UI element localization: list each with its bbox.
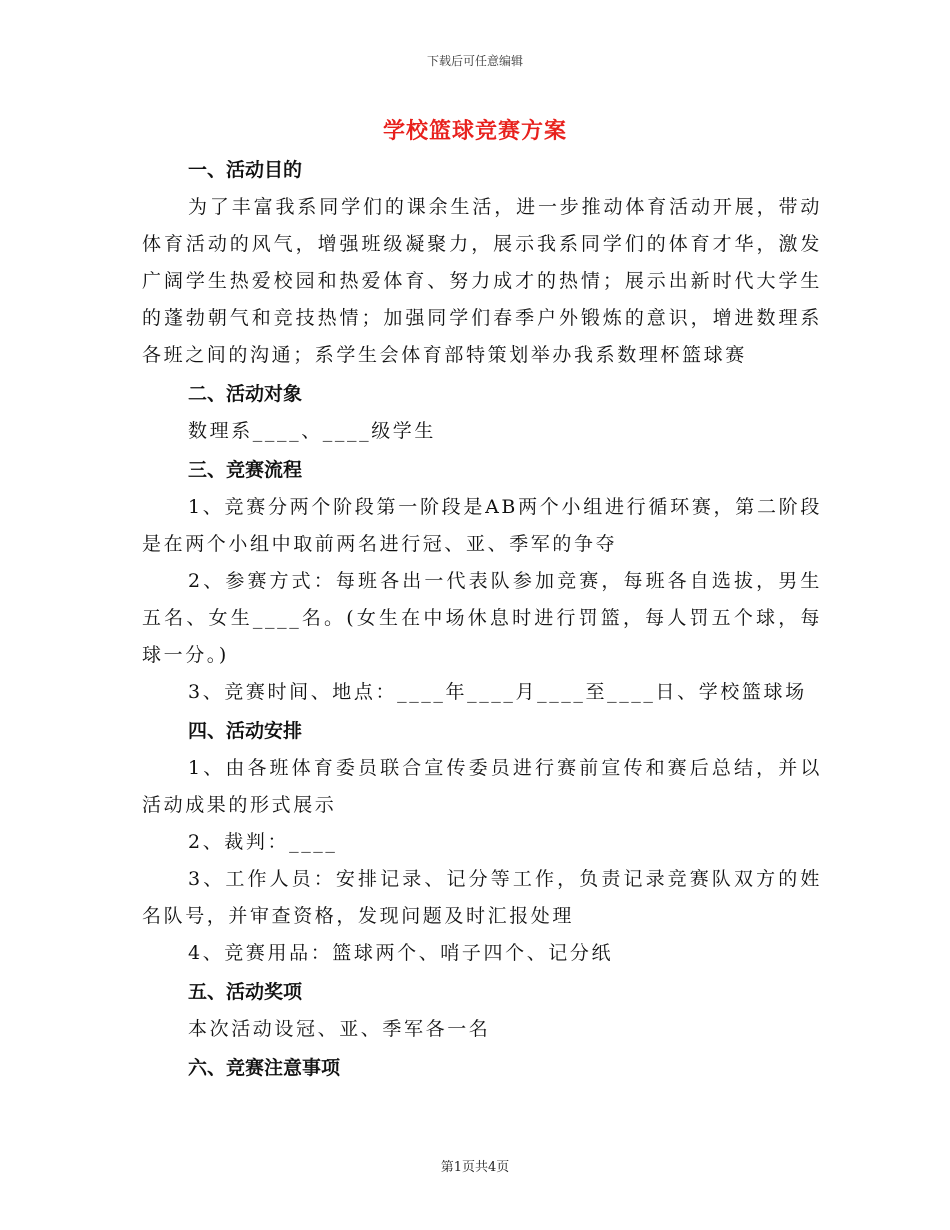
page-footer: 第1页共4页: [440, 1160, 510, 1175]
document-title: 学校篮球竞赛方案: [382, 118, 567, 144]
paragraph: 2、裁判：____: [188, 831, 338, 853]
section-heading: 一、活动目的: [188, 159, 303, 181]
paragraph: 4、竞赛用品：篮球两个、哨子四个、记分纸: [188, 942, 614, 964]
paragraph: 1、竞赛分两个阶段第一阶段是AB两个小组进行循环赛，第二阶段是在两个小组中取前两名进行冠、亚、季军的争夺: [142, 496, 822, 555]
page-header: 下载后可任意编辑: [426, 54, 523, 68]
document-body: [142, 150, 822, 1087]
paragraph: 数理系____、____级学生: [188, 420, 437, 442]
section-heading: 六、竞赛注意事项: [188, 1057, 341, 1079]
section-heading: 三、竞赛流程: [188, 459, 303, 481]
section-heading: 二、活动对象: [188, 383, 303, 405]
paragraph: 3、竞赛时间、地点：____年____月____至____日、学校篮球场: [188, 681, 807, 703]
paragraph: 3、工作人员：安排记录、记分等工作，负责记录竞赛队双方的姓名队号，并审查资格，发现问题及时汇报处理: [142, 868, 822, 927]
paragraph: 本次活动设冠、亚、季军各一名: [188, 1018, 491, 1040]
paragraph: 2、参赛方式：每班各出一代表队参加竞赛，每班各自选拔，男生五名、女生____名。(女生在中场休息时进行罚篮，每人罚五个球，每球一分。): [142, 570, 822, 666]
paragraph: 为了丰富我系同学们的课余生活，进一步推动体育活动开展，带动体育活动的风气，增强班级凝聚力，展示我系同学们的体育才华，激发广阔学生热爱校园和热爱体育、努力成才的热情；展示出新时代大学生的蓬勃朝气和竞技热情；加强同学们春季户外锻炼的意识，增进数理系各班之间的沟通；系学生会体育部特策划举办我系数理杯篮球赛: [142, 196, 822, 366]
paragraph: 1、由各班体育委员联合宣传委员进行赛前宣传和赛后总结，并以活动成果的形式展示: [142, 757, 822, 816]
section-heading: 四、活动安排: [188, 720, 303, 742]
section-heading: 五、活动奖项: [188, 981, 303, 1003]
